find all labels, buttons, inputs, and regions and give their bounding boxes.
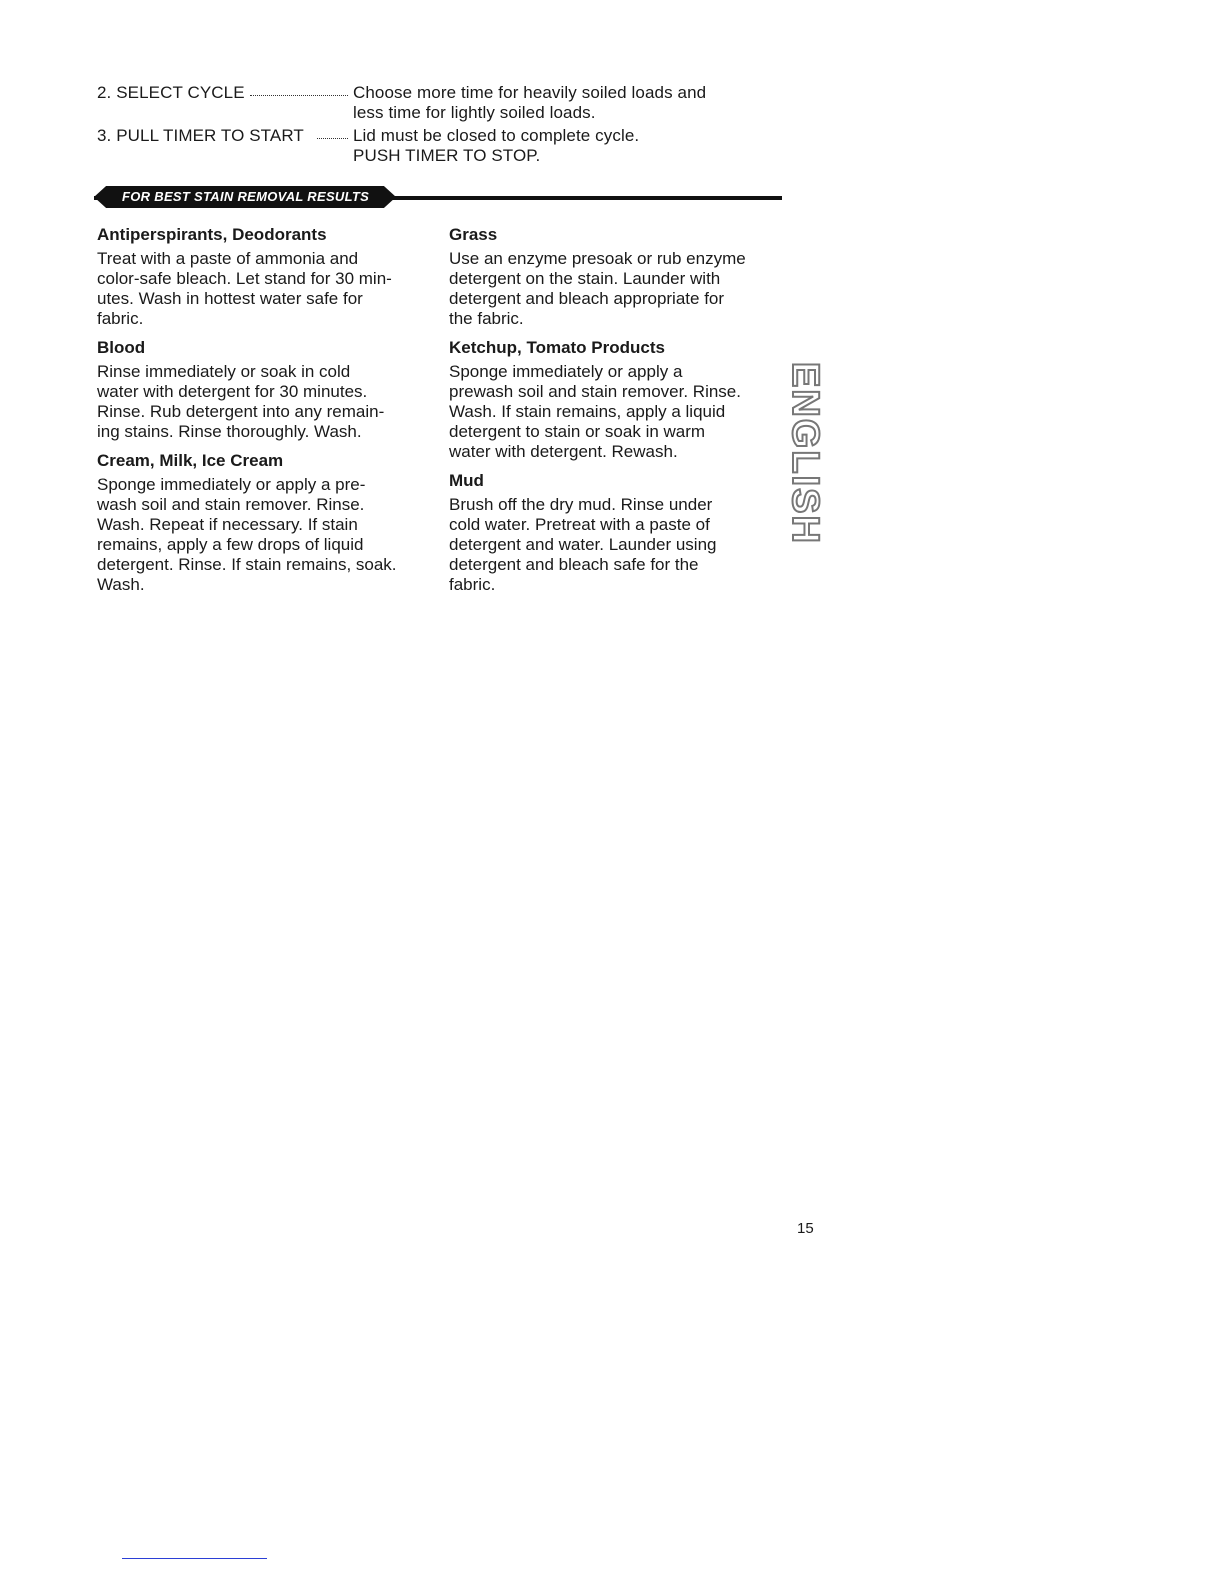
step-select-cycle: [97, 83, 797, 125]
stain-entry: [97, 450, 437, 595]
stain-instructions: Brush off the dry mud. Rinse under cold water. Pretreat with a paste of detergent and water. Launder using detergent and bleach safe for the fabric.: [449, 495, 717, 594]
stain-instructions: Use an enzyme presoak or rub enzyme detergent on the stain. Launder with detergent and bleach appropriate for the fabric.: [449, 249, 746, 328]
banner-title: FOR BEST STAIN REMOVAL RESULTS: [122, 189, 370, 204]
stain-entry: [449, 470, 789, 595]
step-label: 3. PULL TIMER TO START: [97, 126, 304, 145]
step-description-line: Lid must be closed to complete cycle.: [353, 126, 640, 145]
step-pull-timer: [97, 126, 797, 168]
stain-title: Antiperspirants, Deodorants: [97, 225, 327, 244]
section-banner: [94, 186, 782, 212]
stain-entry: [449, 337, 789, 462]
stain-title: Blood: [97, 338, 146, 357]
stain-instructions: Rinse immediately or soak in cold water with detergent for 30 minutes. Rinse. Rub detergent into any remain- ing stains. Rinse thoroughly. Wash.: [97, 362, 385, 441]
stain-title: Ketchup, Tomato Products: [449, 338, 665, 357]
step-description-line: Choose more time for heavily soiled loads and: [353, 83, 707, 102]
stain-entry: [449, 224, 789, 329]
stain-instructions: Sponge immediately or apply a pre- wash soil and stain remover. Rinse. Wash. Repeat if necessary. If stain remains, apply a few drops of liquid detergent. Rinse. If stain remains, soak. Wash.: [97, 475, 397, 594]
language-tab-label: ENGLISH: [784, 362, 826, 545]
page-number: 15: [797, 1220, 814, 1237]
language-side-tab: [786, 362, 824, 548]
stain-title: Cream, Milk, Ice Cream: [97, 451, 284, 470]
dotted-leader: [317, 138, 348, 139]
stain-column-left: [97, 224, 437, 603]
stain-title: Grass: [449, 225, 498, 244]
stain-entry: [97, 337, 437, 442]
stain-entry: [97, 224, 437, 329]
stain-instructions: Sponge immediately or apply a prewash soil and stain remover. Rinse. Wash. If stain remains, apply a liquid detergent to stain or soak in warm water with detergent. Rewash.: [449, 362, 741, 461]
dotted-leader: [250, 95, 348, 96]
stain-title: Mud: [449, 471, 484, 490]
step-description-line: less time for lightly soiled loads.: [353, 103, 596, 122]
step-description-line: PUSH TIMER TO STOP.: [353, 146, 541, 165]
footer-rule: [122, 1558, 267, 1559]
stain-column-right: [449, 224, 789, 603]
stain-instructions: Treat with a paste of ammonia and color-safe bleach. Let stand for 30 min- utes. Wash in hottest water safe for fabric.: [97, 249, 392, 328]
step-label: 2. SELECT CYCLE: [97, 83, 245, 102]
